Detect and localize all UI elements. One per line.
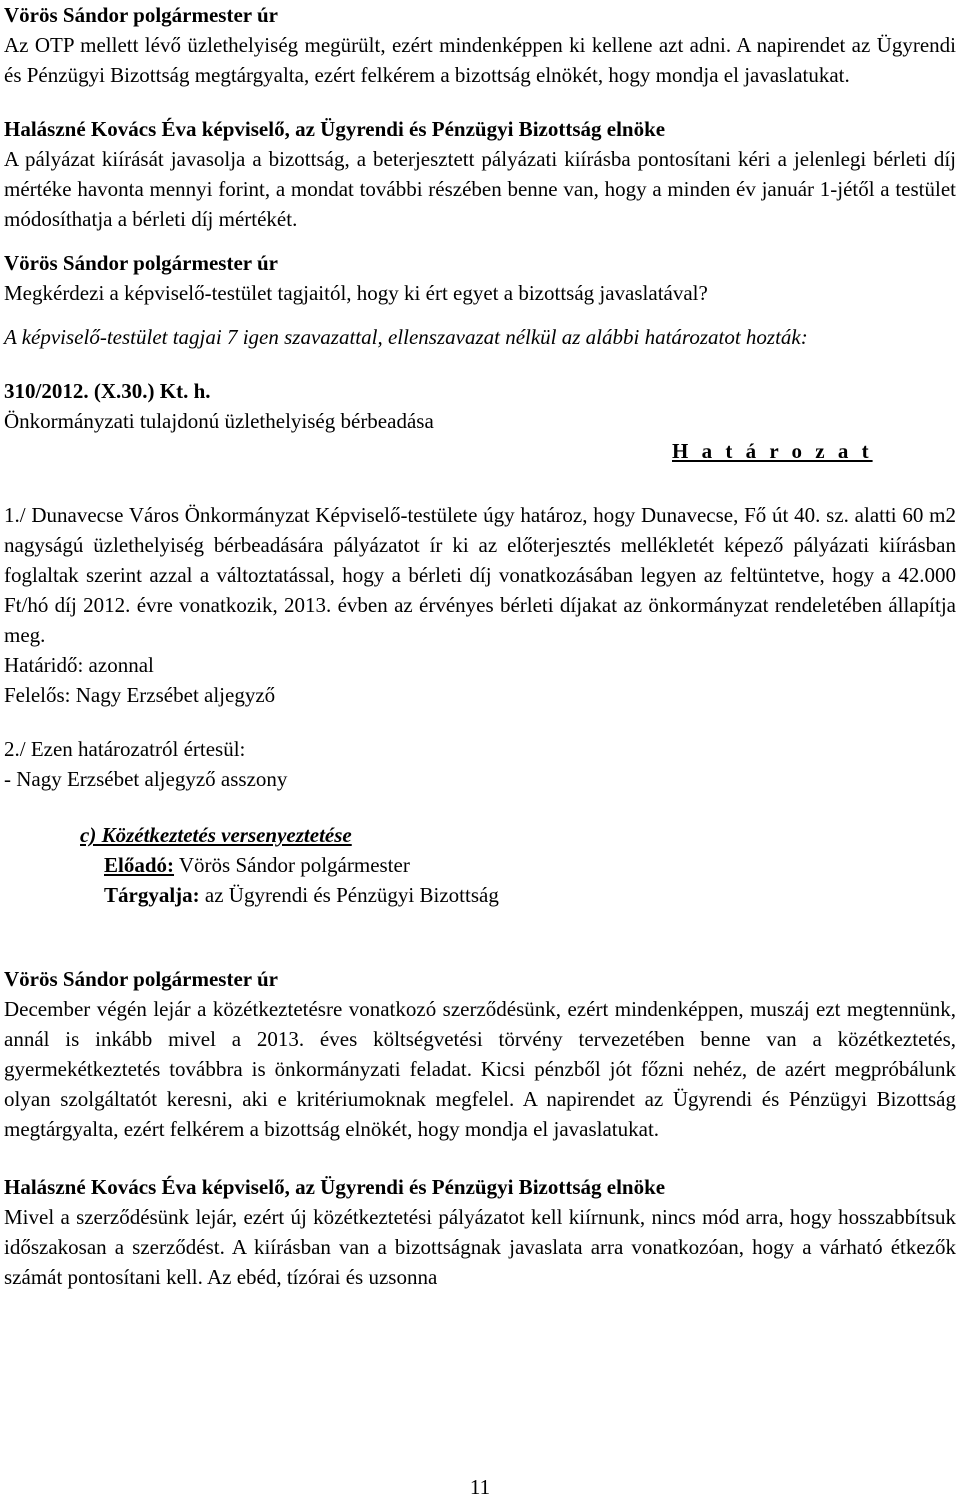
speaker-5: Halászné Kovács Éva képviselő, az Ügyrendi és Pénzügyi Bizottság elnöke: [4, 1175, 666, 1199]
notify-item: - Nagy Erzsébet aljegyző asszony: [4, 767, 288, 791]
paragraph-4: December végén lejár a közétkeztetésre vonatkozó szerződésünk, ezért mindenképpen, muszáj ezt megtennünk, annál is inkább mivel a 2013. éves költségvetési törvény tervezetében benne van a közétkeztetés, gyermekétkeztetés továbbra is önkormányzati feladat. Kicsi pénzből jót főzni nehéz, de azért megpróbálunk olyan szolgáltatót keresni, aki e kritériumoknak megfelel. A napirendet az Ügyrendi és Pénzügyi Bizottság megtárgyalta, ezért felkérem a bizottság elnökét, hogy mondja el javaslatukat.: [4, 997, 956, 1141]
agenda-presenter: [4, 850, 956, 880]
notify-heading: 2./ Ezen határozatról értesül:: [4, 737, 246, 761]
page-number: 11: [469, 1475, 491, 1499]
discussed-label: Tárgyalja:: [104, 883, 200, 907]
presenter-label: Előadó:: [104, 853, 175, 877]
paragraph-2: A pályázat kiírását javasolja a bizottság, a beterjesztett pályázati kiírásba pontosítani kéri a jelenlegi bérleti díj mértéke havonta mennyi forint, a mondat további részében benne van, hogy a minden év január 1-jétől a testület módosíthatja a bérleti díj mértékét.: [4, 147, 956, 231]
speaker-2: Halászné Kovács Éva képviselő, az Ügyrendi és Pénzügyi Bizottság elnöke: [4, 117, 666, 141]
discussed-value: az Ügyrendi és Pénzügyi Bizottság: [199, 883, 499, 907]
agenda-discussed: [4, 880, 956, 910]
agenda-heading: c) Közétkeztetés versenyeztetése: [80, 823, 352, 847]
vote-statement: A képviselő-testület tagjai 7 igen szavazattal, ellenszavazat nélkül az alábbi határozatot hozták:: [4, 325, 808, 349]
resolution-deadline: Határidő: azonnal: [4, 653, 154, 677]
resolution-title: H a t á r o z a t: [672, 439, 873, 463]
resolution-point-1: 1./ Dunavecse Város Önkormányzat Képviselő-testülete úgy határoz, hogy Dunavecse, Fő út 40. sz. alatti 60 m2 nagyságú üzlethelyiség bérbeadására pályázatot ír ki az előterjesztés mellékletét képező pályázati kiírásban foglaltak szerint azzal a változtatással, hogy a bérleti díj vonatkozásában legyen az feltüntetve, hogy a 42.000 Ft/hó díj 2012. évre vonatkozik, 2013. évben az érvényes bérleti díjakat az önkormányzat rendeletében állapítja meg.: [4, 503, 956, 647]
resolution-subject: Önkormányzati tulajdonú üzlethelyiség bérbeadása: [4, 409, 434, 433]
speaker-1: Vörös Sándor polgármester úr: [4, 3, 278, 27]
presenter-value: Vörös Sándor polgármester: [174, 853, 410, 877]
paragraph-5: Mivel a szerződésünk lejár, ezért új közétkeztetési pályázatot kell kiírnunk, nincs mód arra, hogy hosszabbítsuk időszakosan a szerződést. A kiírásban van a bizottságnak javaslata arra vonatkozóan, hogy a várható étkezők számát pontosítani kell. Az ebéd, tízórai és uzsonna: [4, 1205, 956, 1289]
resolution-number: 310/2012. (X.30.) Kt. h.: [4, 379, 211, 403]
speaker-4: Vörös Sándor polgármester úr: [4, 967, 278, 991]
speaker-3: Vörös Sándor polgármester úr: [4, 251, 278, 275]
document-page: [4, 0, 956, 1292]
paragraph-3: Megkérdezi a képviselő-testület tagjaitól, hogy ki ért egyet a bizottság javaslatával?: [4, 281, 708, 305]
resolution-responsible: Felelős: Nagy Erzsébet aljegyző: [4, 683, 276, 707]
paragraph-1: Az OTP mellett lévő üzlethelyiség megürült, ezért mindenképpen ki kellene azt adni. A napirendet az Ügyrendi és Pénzügyi Bizottság megtárgyalta, ezért felkérem a bizottság elnökét, hogy mondja el javaslatukat.: [4, 33, 956, 87]
